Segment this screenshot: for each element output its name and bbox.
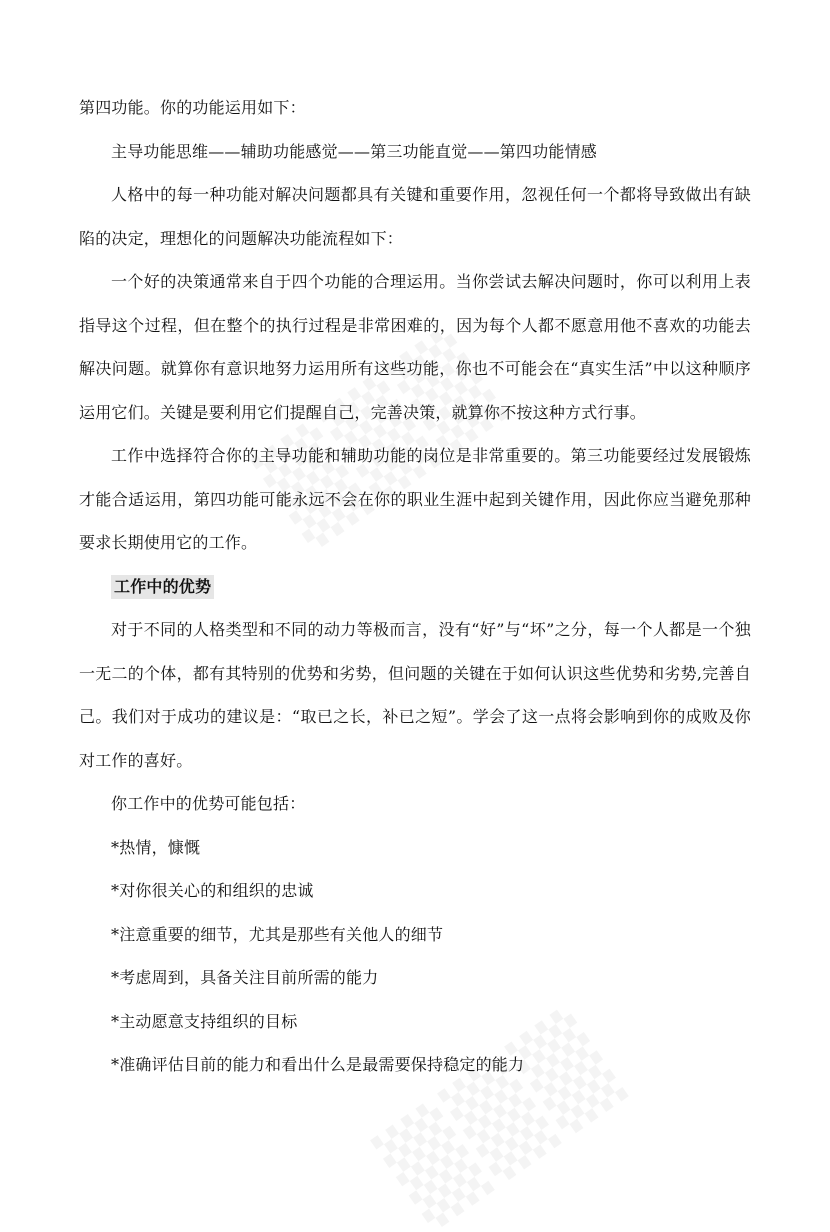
document-body — [79, 86, 751, 1087]
paragraph-job-selection: 工作中选择符合你的主导功能和辅助功能的岗位是非常重要的。第三功能要经过发展锻炼才能合适运用，第四功能可能永远不会在你的职业生涯中起到关键作用，因此你应当避免那种要求长期使用它的工作。 — [79, 446, 751, 552]
list-item: *注意重要的细节，尤其是那些有关他人的细节 — [111, 924, 444, 944]
list-item: *主动愿意支持组织的目标 — [111, 1011, 298, 1031]
paragraph-function-order: 主导功能思维——辅助功能感觉——第三功能直觉——第四功能情感 — [111, 141, 598, 161]
paragraph-function-intro: 第四功能。你的功能运用如下： — [79, 98, 306, 117]
list-item: *考虑周到，具备关注目前所需的能力 — [111, 968, 379, 987]
strengths-list — [79, 826, 751, 1087]
paragraph-function-importance: 人格中的每一种功能对解决问题都具有关键和重要作用，忽视任何一个都将导致做出有缺陷的决定，理想化的问题解决功能流程如下： — [79, 185, 751, 248]
paragraph-decision-making: 一个好的决策通常来自于四个功能的合理运用。当你尝试去解决问题时，你可以利用上表指导这个过程，但在整个的执行过程是非常困难的，因为每个人都不愿意用他不喜欢的功能去解决问题。就算你有意识地努力运用所有这些功能，你也不可能会在“真实生活”中以这种顺序运用它们。关键是要利用它们提醒自己，完善决策，就算你不按这种方式行事。 — [79, 272, 751, 422]
paragraph-strengths-lead: 你工作中的优势可能包括： — [111, 794, 306, 813]
list-item: *准确评估目前的能力和看出什么是最需要保持稳定的能力 — [111, 1055, 525, 1074]
section-heading-row — [79, 565, 751, 609]
list-item: *对你很关心的和组织的忠诚 — [111, 881, 314, 900]
list-item: *热情，慷慨 — [111, 837, 201, 857]
paragraph-strengths-intro: 对于不同的人格类型和不同的动力等极而言，没有“好”与“坏”之分，每一个人都是一个独一无二的个体，都有其特别的优势和劣势，但问题的关键在于如何认识这些优势和劣势,完善自己。我们对于成功的建议是：“取已之长，补已之短”。学会了这一点将会影响到你的成败及你对工作的喜好。 — [79, 620, 751, 770]
section-heading: 工作中的优势 — [111, 575, 214, 599]
